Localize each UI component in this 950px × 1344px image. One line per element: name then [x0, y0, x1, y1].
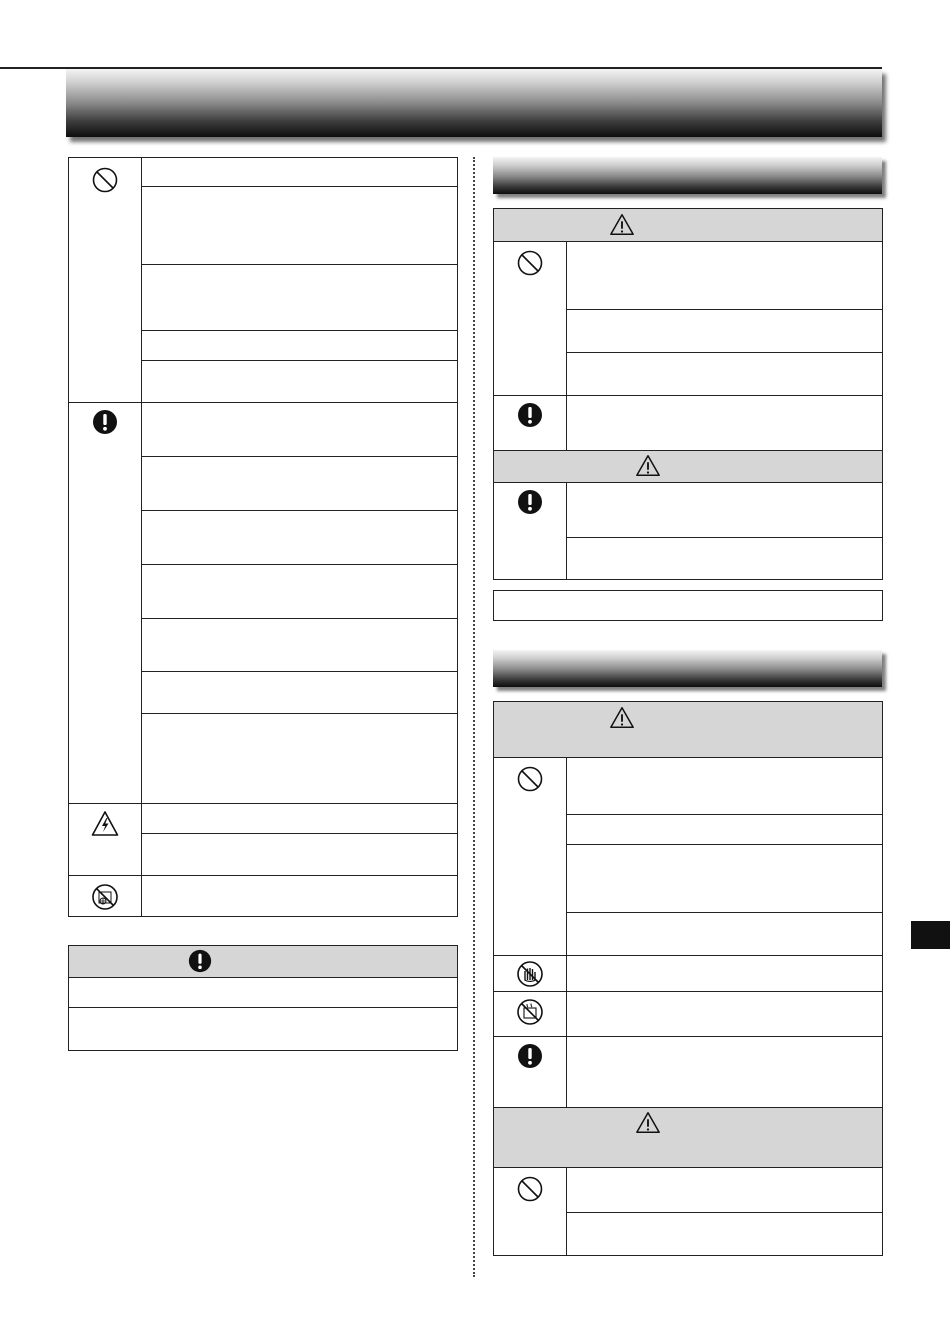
row-divider — [141, 671, 457, 672]
row-divider — [494, 955, 882, 956]
prohibited-icon — [516, 1175, 544, 1203]
section-b-banner — [493, 650, 882, 687]
electric-shock-warning-icon — [91, 810, 119, 838]
warning-triangle-icon — [635, 453, 661, 479]
warning-triangle-icon — [609, 705, 635, 731]
caution-header — [494, 450, 882, 482]
row-divider — [566, 1212, 882, 1213]
section-a-note — [493, 590, 883, 621]
row-divider — [141, 264, 457, 265]
row-divider — [566, 537, 882, 538]
row-divider — [494, 1167, 882, 1168]
section-a-banner — [493, 157, 882, 194]
row-divider — [494, 757, 882, 758]
row-divider — [141, 564, 457, 565]
row-divider — [141, 618, 457, 619]
mandatory-exclamation-icon — [516, 401, 544, 429]
row-divider — [141, 360, 457, 361]
left-notice-table — [68, 945, 458, 1051]
row-divider — [494, 241, 882, 242]
row-divider — [141, 713, 457, 714]
left-precaution-table — [68, 157, 458, 917]
row-divider — [494, 1107, 882, 1108]
row-divider — [141, 330, 457, 331]
page-title-banner — [66, 69, 882, 137]
row-divider — [69, 1007, 457, 1008]
row-divider — [494, 991, 882, 992]
no-fan-contact-icon — [91, 883, 119, 911]
no-water-splash-icon — [516, 998, 544, 1026]
warning-header — [494, 702, 882, 757]
row-divider — [141, 833, 457, 834]
section-a-table — [493, 208, 883, 580]
column-divider — [473, 157, 475, 1277]
side-tab — [911, 921, 950, 949]
row-divider — [566, 309, 882, 310]
row-divider — [141, 510, 457, 511]
prohibited-icon — [516, 249, 544, 277]
notice-header — [69, 946, 457, 977]
row-divider — [566, 844, 882, 845]
prohibited-icon — [91, 166, 119, 194]
group-divider — [69, 402, 457, 403]
row-divider — [494, 395, 882, 396]
group-divider — [69, 875, 457, 876]
row-divider — [566, 912, 882, 913]
warning-header — [494, 209, 882, 241]
mandatory-exclamation-icon — [516, 488, 544, 516]
no-wet-hands-icon — [516, 960, 544, 988]
row-divider — [566, 814, 882, 815]
row-divider — [494, 450, 882, 451]
mandatory-exclamation-icon — [187, 948, 213, 974]
section-b-table — [493, 701, 883, 1256]
caution-header — [494, 1107, 882, 1167]
warning-triangle-icon — [609, 212, 635, 238]
row-divider — [566, 352, 882, 353]
row-divider — [494, 1036, 882, 1037]
row-divider — [141, 186, 457, 187]
row-divider — [141, 456, 457, 457]
row-divider — [494, 482, 882, 483]
prohibited-icon — [516, 765, 544, 793]
warning-triangle-icon — [635, 1110, 661, 1136]
row-divider — [69, 977, 457, 978]
mandatory-exclamation-icon — [91, 408, 119, 436]
mandatory-exclamation-icon — [516, 1042, 544, 1070]
group-divider — [69, 803, 457, 804]
